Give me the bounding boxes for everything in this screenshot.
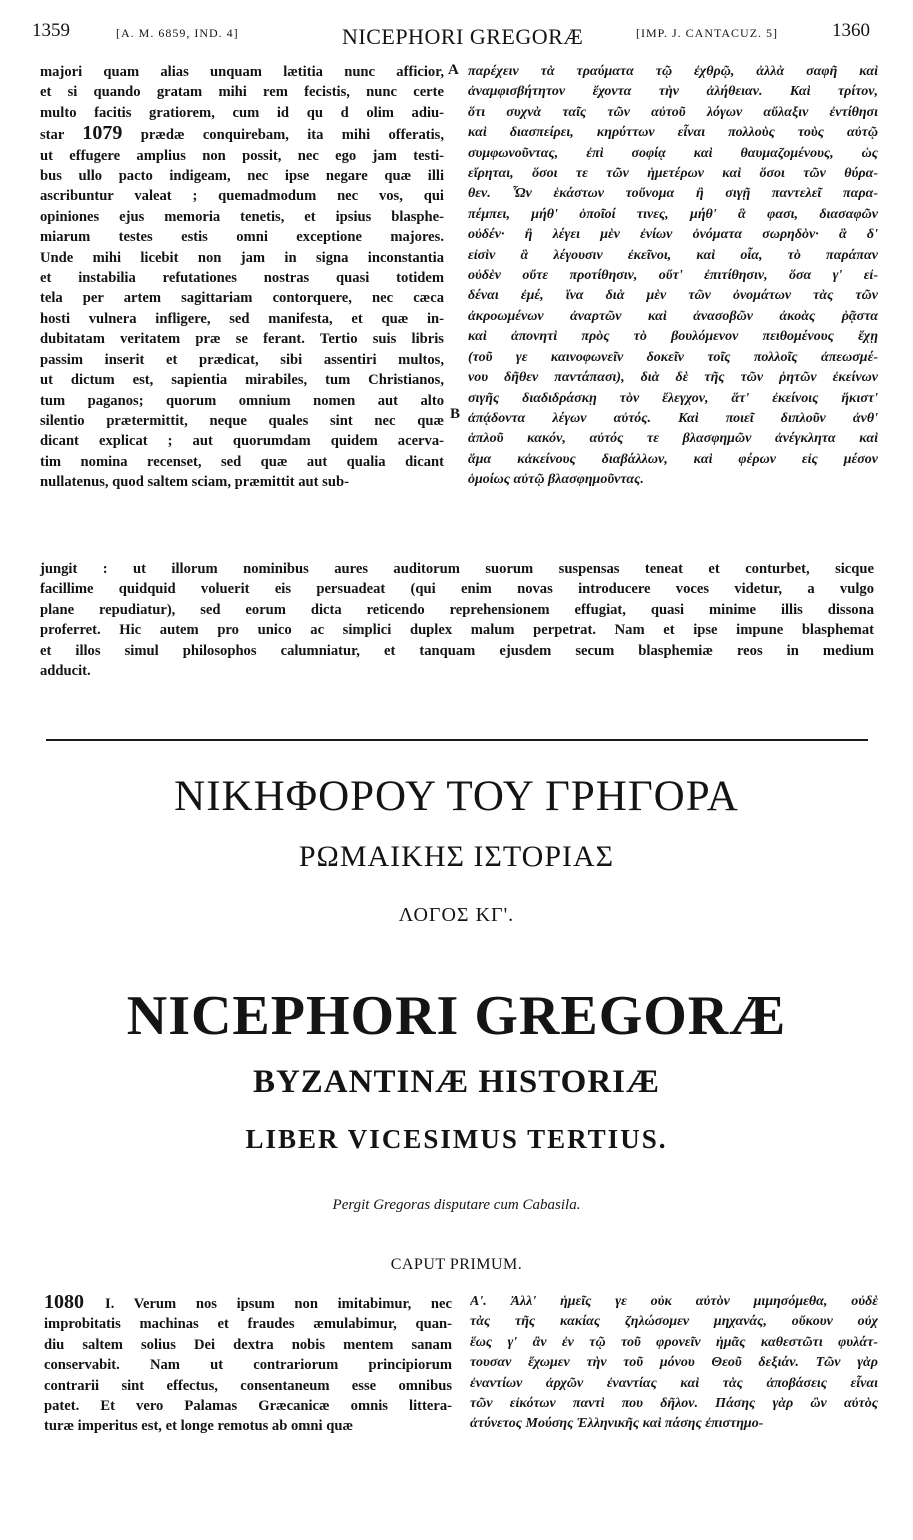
latin-author-title: NICEPHORI GREGORÆ	[126, 985, 787, 1047]
latin-text-line: star 1079 prædæ conquirebam, ita mihi offeratis,	[40, 123, 444, 145]
latin-text-line: Unde mihi licebit non jam in signa inconstantia	[40, 249, 444, 266]
latin-column-top	[40, 62, 444, 493]
greek-text-line: οὐδέν· ἢ λέγει μὲν ἐνίων ὀνόματα σωρηδὸν· ἃ δ'	[468, 227, 878, 243]
greek-text-line: θεν. Ὧν ἑκάστων τοὔνομα ἢ σιγῇ παντελεῖ παρα-	[468, 186, 878, 202]
right-page-number: 1360	[832, 20, 870, 41]
latin-text-line: plane repudiatur), sed eorum dicta reticendo reprehensionem effugiat, quasi minime illis dissona	[40, 601, 874, 618]
latin-text-line: ut dictum est, sapientia mirabiles, tum Christianos,	[40, 372, 444, 389]
latin-text-line: silentio prætermittit, neque quales sint nec quæ	[40, 412, 444, 429]
greek-text-line: τῶν εἰκότων παντὶ που δῆλον. Πάσης γὰρ ὢν αὐτὸς	[470, 1396, 878, 1412]
column-marker-b: B	[450, 406, 461, 422]
greek-text-line: εἴρηται, ὅσοι τε τῶν ἡμετέρων καὶ ὅσοι τῶν θύρα-	[468, 166, 878, 182]
latin-text-line: passim inserit et prædicat, sibi assentiri multos,	[40, 351, 444, 368]
greek-text-line: τουσαν ἔχωμεν τὴν τοῦ μόνου Θεοῦ δεξιάν. Τῶν γὰρ	[470, 1355, 878, 1371]
greek-text-line: παρέχειν τὰ τραύματα τῷ ἐχθρῷ, ἀλλὰ σαφῆ καὶ	[468, 64, 878, 79]
greek-text-line: Α'. Ἀλλ' ἡμεῖς γε οὐκ αὐτὸν μιμησόμεθα, οὐδὲ	[470, 1294, 878, 1309]
greek-text-line: τὰς τῆς κακίας ζηλώσομεν μηχανάς, οὔκουν οὐχ	[470, 1314, 878, 1330]
greek-text-line: ἐναντίων ἀρχῶν ἐναντίας καὶ τὰς ἀποβάσεις εἶναι	[470, 1375, 878, 1391]
latin-text-line: dubitatam veritatem præ se ferant. Tertio suis libris	[40, 331, 444, 348]
latin-text-line: adducit.	[40, 663, 91, 680]
greek-text-line: ὁμοίως αὐτῷ βλασφημοῦντας.	[468, 472, 644, 488]
greek-text-line: ἀτύνετος Μούσης Ἑλληνικῆς καὶ πάσης ἐπιστημο-	[470, 1416, 764, 1432]
left-page-number: 1359	[32, 20, 70, 41]
latin-text-line: proferret. Hic autem pro unico ac simplici duplex malum perpetrat. Nam et ipse impune blasphemat	[40, 622, 874, 639]
column-number: 1080	[44, 1292, 106, 1313]
latin-text-line: ascribuntur valeat ; quemadmodum nec vos, qui	[40, 188, 444, 205]
greek-text-line: ἁπλοῦ κακόν, αὐτός τε βλασφημῶν ἀνέγκλητα καὶ	[468, 431, 878, 447]
greek-text-line: ἅμα κἀκείνους διαβάλλων, καὶ φέρων εἰς μέσον	[468, 451, 878, 467]
left-header-meta: [A. M. 6859, IND. 4]	[116, 26, 239, 40]
right-header-meta: [IMP. J. CANTACUZ. 5]	[636, 26, 779, 40]
latin-text-line: majori quam alias unquam lætitia nunc afficior,	[40, 64, 444, 80]
latin-text-line: conservabit. Nam ut contrariorum principiorum	[44, 1357, 452, 1374]
latin-text-line: et si quando gratam mihi rem fecistis, nunc certe	[40, 84, 444, 101]
greek-text-line: καὶ ἀπονητὶ πρὸς τὸ βουλόμενον πειθομένους ἔχῃ	[468, 329, 878, 345]
section-divider	[46, 739, 868, 741]
column-number: 1079	[82, 123, 123, 145]
greek-text-line: ἕως γ' ἂν ἐν τῷ τοῦ φρονεῖν ἡμᾶς καθεστῶτι φυλάτ-	[470, 1334, 878, 1350]
latin-text-line: dicant explicat ; aut quorumdam quidem acerva-	[40, 433, 444, 450]
column-marker-a: A	[448, 62, 459, 78]
latin-column-bottom	[44, 1292, 452, 1437]
greek-text-line: (τοῦ γε καινοφωνεῖν δοκεῖν τοῖς πολλοῖς ἀπεωσμέ-	[468, 349, 878, 365]
latin-text-line: tela per artem sagittariam contorquere, nec cæca	[40, 290, 444, 307]
latin-text-line: hosti vulnera infligere, sed manifesta, et quæ in-	[40, 310, 444, 327]
latin-text-line: miarum testes estis omni exceptione majores.	[40, 229, 444, 246]
latin-text-line: contrarii sint effectus, consentaneum esse omnibus	[44, 1377, 452, 1394]
chapter-heading: CAPUT PRIMUM.	[390, 1256, 523, 1273]
latin-text-line: turæ imperitus est, et longe remotus ab omni quæ	[44, 1418, 354, 1435]
greek-column-top	[468, 62, 878, 491]
greek-text-line: οὐδὲν οὔτε προτίθησιν, οὔτ' ἐπιτίθησιν, ὅσα γ' εἰ-	[468, 268, 878, 284]
latin-text-line: et illos simul philosophos calumniatur, et tanquam ejusdem secum blasphemiæ reos in medium	[40, 642, 874, 659]
latin-text-line: 1080 I. Verum nos ipsum non imitabimur, nec	[44, 1292, 452, 1313]
latin-work-title: BYZANTINÆ HISTORIÆ	[252, 1064, 661, 1100]
greek-text-line: ἀκροωμένων ἀναρτῶν καὶ ἀνασοβῶν ἀκοὰς ῥᾷστα	[468, 308, 878, 324]
running-title: NICEPHORI GREGORÆ	[342, 24, 584, 49]
latin-text-line: ut effugere amplius non possit, nec ego jam testi-	[40, 147, 444, 164]
latin-text-line: bus ullo pacto indigeam, nec ipse negare quæ illi	[40, 168, 444, 185]
latin-full-width-paragraph	[40, 559, 874, 681]
latin-text-line: nullatenus, quod saltem sciam, præmittit aut sub-	[40, 474, 349, 491]
greek-text-line: ὅτι συχνὰ ταῖς τῶν αὐτοῦ λόγων αὔλαξιν ἐντίθησι	[468, 104, 878, 120]
latin-text-line: facillime quidquid voluerit eis persuadeat (qui enim novas introducere voces videtur, a vulgo	[40, 581, 874, 598]
greek-text-line: ἀναμφισβήτητον ἔχοντα τὴν ἀλήθειαν. Καὶ τρίτον,	[468, 84, 878, 100]
latin-text-line: diu saltem solius Dei dextra nobis mentem sanam	[44, 1336, 452, 1353]
latin-text-line: multo facitis gratiorem, cum id qu d olim adiu-	[40, 104, 444, 121]
latin-text-line: et instabilia refutationes nostras quasi totidem	[40, 270, 444, 287]
greek-author-title: ΝΙΚΗΦΟΡΟΥ ΤΟΥ ΓΡΗΓΟΡΑ	[174, 773, 739, 820]
latin-text-line: tim nomina recenset, sed quæ aut qualia dicant	[40, 453, 444, 470]
latin-text-line: jungit : ut illorum nominibus aures auditorum suorum suspensas teneat et conturbet, sicque	[40, 561, 874, 577]
chapter-summary: Pergit Gregoras disputare cum Cabasila.	[332, 1197, 581, 1213]
greek-text-line: νου δῆθεν παντάπασι), διὰ δὲ τῆς τῶν ῥητῶν ἐκείνων	[468, 370, 878, 386]
greek-text-line: πέμπει, μήθ' ὁποῖοί τινες, μήθ' ἃ φασι, διασαφῶν	[468, 206, 878, 222]
greek-text-line: σιγῆς διαδιδράσκῃ τὸν ἔλεγχον, ἅτ' ἐκείνοις ἥκιστ'	[468, 390, 878, 406]
greek-text-line: καὶ διασπείρει, κηρύττων εἶναι πολλοὺς τοὺς αὐτῷ	[468, 125, 878, 141]
greek-text-line: συμφωνοῦντας, ἐπὶ σοφίᾳ καὶ θαυμαζομένους, ὡς	[468, 145, 878, 161]
latin-text-line: opiniones ejus memoria tenetis, et ipsius blasphe-	[40, 208, 444, 225]
greek-book-title: ΛΟΓΟΣ ΚΓ'.	[398, 904, 515, 926]
latin-book-title: LIBER VICESIMUS TERTIUS.	[245, 1124, 668, 1154]
latin-text-line: patet. Et vero Palamas Græcanicæ omnis littera-	[44, 1398, 452, 1415]
greek-text-line: δέναι ἐμέ, ἵνα διὰ μὲν τῶν ὀνομάτων τὰς τῶν	[468, 288, 878, 304]
greek-text-line: εἰσὶν ἃ λέγουσιν ἐκεῖνοι, καὶ οἷα, τὸ παράπαν	[468, 247, 878, 263]
greek-work-title: ΡΩΜΑΙΚΗΣ ΙΣΤΟΡΙΑΣ	[298, 840, 615, 873]
latin-text-line: improbitatis machinas et fraudes æmulabimur, quan-	[44, 1316, 452, 1333]
greek-column-bottom	[470, 1292, 878, 1435]
latin-text-line: tum paganos; quorum omnium nomen aut alto	[40, 392, 444, 409]
greek-text-line: ἀπᾴδοντα λέγων αὐτός. Καὶ ποιεῖ διπλοῦν ἀνθ'	[468, 410, 878, 426]
